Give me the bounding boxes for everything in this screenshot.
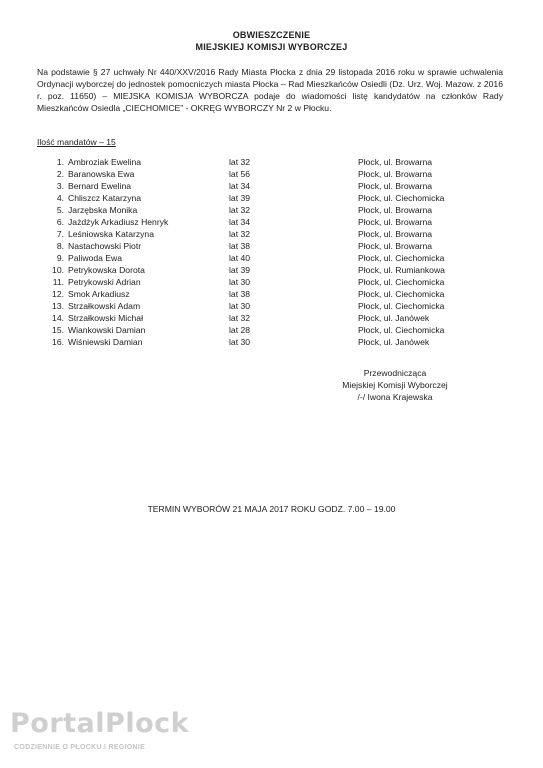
candidate-number: 2. xyxy=(56,169,64,179)
candidate-row xyxy=(0,324,543,336)
candidate-number: 3. xyxy=(56,181,64,191)
candidate-number: 12. xyxy=(52,289,64,299)
candidate-age: lat 30 xyxy=(229,337,251,347)
candidate-row xyxy=(0,204,543,216)
candidate-number: 11. xyxy=(52,277,64,287)
watermark-logo: PortalPlock xyxy=(10,708,190,739)
candidate-number: 7. xyxy=(56,229,64,239)
watermark-tagline: CODZIENNIE O PŁOCKU I REGIONIE xyxy=(14,744,146,751)
candidate-age: lat 28 xyxy=(229,325,251,335)
candidate-number: 8. xyxy=(56,241,64,251)
candidate-row xyxy=(0,312,543,324)
candidate-address: Płock, ul. Browarna xyxy=(358,241,433,251)
signature-block xyxy=(320,367,470,403)
candidate-number: 9. xyxy=(56,253,64,263)
candidate-row xyxy=(0,240,543,252)
candidate-address: Płock, ul. Ciechomicka xyxy=(358,325,445,335)
candidate-name: Petrykowski Adrian xyxy=(68,277,141,287)
candidate-name: Smok Arkadiusz xyxy=(68,289,130,299)
candidate-age: lat 34 xyxy=(229,217,251,227)
candidate-name: Leśniowska Katarzyna xyxy=(68,229,154,239)
candidate-row xyxy=(0,216,543,228)
candidate-number: 15. xyxy=(52,325,64,335)
candidate-row xyxy=(0,276,543,288)
candidate-number: 4. xyxy=(56,193,64,203)
candidate-age: lat 30 xyxy=(229,301,251,311)
signature-role: Przewodnicząca xyxy=(363,368,427,378)
document-subtitle: MIEJSKIEJ KOMISJI WYBORCZEJ xyxy=(195,42,348,52)
candidate-address: Płock, ul. Browarna xyxy=(358,205,433,215)
candidate-name: Nastachowski Piotr xyxy=(68,241,142,251)
signature-name: /-/ Iwona Krajewska xyxy=(357,392,433,402)
watermark xyxy=(4,708,190,764)
candidate-number: 5. xyxy=(56,205,64,215)
candidate-name: Wiśniewski Damian xyxy=(68,337,143,347)
candidate-name: Petrykowska Dorota xyxy=(68,265,145,275)
candidate-age: lat 32 xyxy=(229,313,251,323)
candidate-age: lat 38 xyxy=(229,289,251,299)
candidate-age: lat 32 xyxy=(229,205,251,215)
candidate-number: 14. xyxy=(52,313,64,323)
candidate-name: Paliwoda Ewa xyxy=(68,253,122,263)
candidate-name: Ambroziak Ewelina xyxy=(68,157,142,167)
candidate-name: Wiankowski Damian xyxy=(68,325,146,335)
candidate-row xyxy=(0,264,543,276)
candidate-age: lat 39 xyxy=(229,265,251,275)
candidate-address: Płock, ul. Janówek xyxy=(358,337,430,347)
candidate-row xyxy=(0,228,543,240)
candidate-age: lat 40 xyxy=(229,253,251,263)
election-date: TERMIN WYBORÓW 21 MAJA 2017 ROKU GODZ. 7.00 – 19.00 xyxy=(147,504,396,514)
candidate-row xyxy=(0,180,543,192)
candidate-age: lat 39 xyxy=(229,193,251,203)
candidate-row xyxy=(0,288,543,300)
candidate-address: Płock, ul. Browarna xyxy=(358,181,433,191)
candidate-address: Płock, ul. Browarna xyxy=(358,157,433,167)
candidate-name: Chliszcz Katarzyna xyxy=(68,193,142,203)
candidate-age: lat 56 xyxy=(229,169,251,179)
candidate-address: Płock, ul. Rumiankowa xyxy=(358,265,445,275)
candidate-address: Płock, ul. Browarna xyxy=(358,229,433,239)
candidate-row xyxy=(0,192,543,204)
candidate-address: Płock, ul. Ciechomicka xyxy=(358,253,445,263)
mandates-count: Ilość mandatów – 15 xyxy=(37,137,116,147)
document-title: OBWIESZCZENIE xyxy=(232,30,311,40)
candidate-name: Bernard Ewelina xyxy=(68,181,132,191)
candidate-age: lat 38 xyxy=(229,241,251,251)
candidate-row xyxy=(0,252,543,264)
candidate-number: 10. xyxy=(52,265,64,275)
candidate-age: lat 34 xyxy=(229,181,251,191)
candidate-name: Strzałkowski Michał xyxy=(68,313,143,323)
candidate-name: Strzałkowski Adam xyxy=(68,301,141,311)
candidate-address: Płock, ul. Ciechomicka xyxy=(358,301,445,311)
candidate-address: Płock, ul. Janówek xyxy=(358,313,430,323)
candidate-row xyxy=(0,156,543,168)
candidate-list xyxy=(0,156,543,348)
candidate-number: 13. xyxy=(52,301,64,311)
intro-paragraph: Na podstawie § 27 uchwały Nr 440/XXV/2016 Rady Miasta Płocka z dnia 29 listopada 2016 roku w sprawie uchwalenia Ordynacji wyborczej do jednostek pomocniczych miasta Płocka – Rad Mieszkańców Osiedli (Dz. Urz. Woj. Mazow. z 2016 r. poz. 11650) – MIEJSKA KOMISJA WYBORCZA podaje do wiadomości listę kandydatów na członków Rady Mieszkańców Osiedla „CIECHOMICE” - OKRĘG WYBORCZY Nr 2 w Płocku. xyxy=(37,67,503,113)
candidate-number: 1. xyxy=(56,157,64,167)
candidate-row xyxy=(0,168,543,180)
candidate-age: lat 30 xyxy=(229,277,251,287)
candidate-name: Baranowska Ewa xyxy=(68,169,135,179)
candidate-row xyxy=(0,300,543,312)
candidate-age: lat 32 xyxy=(229,229,251,239)
candidate-age: lat 32 xyxy=(229,157,251,167)
candidate-address: Płock, ul. Ciechomicka xyxy=(358,277,445,287)
candidate-number: 16. xyxy=(52,337,64,347)
candidate-number: 6. xyxy=(56,217,64,227)
candidate-address: Płock, ul. Browarna xyxy=(358,169,433,179)
signature-committee: Miejskiej Komisji Wyborczej xyxy=(342,380,448,390)
candidate-address: Płock, ul. Ciechomicka xyxy=(358,289,445,299)
candidate-name: Jażdżyk Arkadiusz Henryk xyxy=(68,217,169,227)
candidate-address: Płock, ul. Browarna xyxy=(358,217,433,227)
candidate-row xyxy=(0,336,543,348)
candidate-name: Jarzębska Monika xyxy=(68,205,138,215)
candidate-address: Płock, ul. Ciechomicka xyxy=(358,193,445,203)
